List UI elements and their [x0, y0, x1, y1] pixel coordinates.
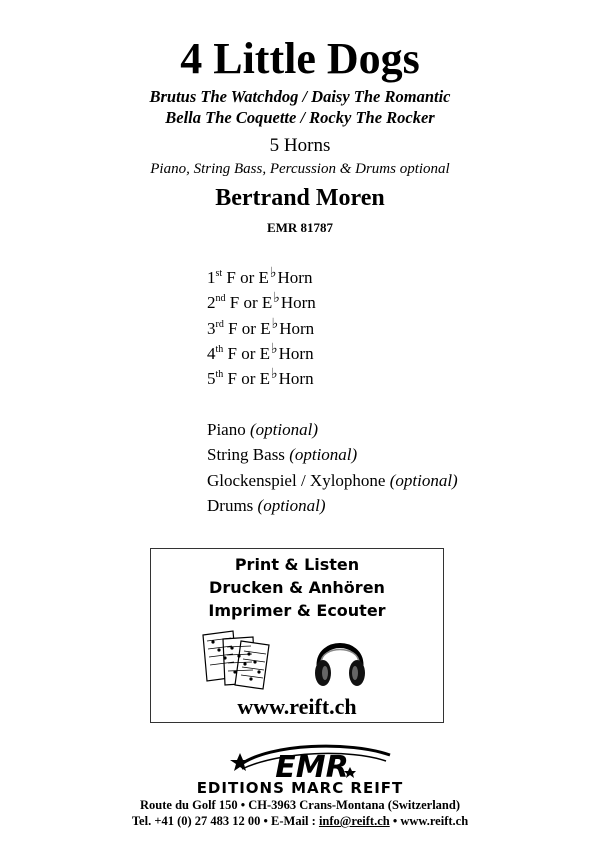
horn-part: 1st F or E♭Horn [207, 266, 313, 287]
page-title: 4 Little Dogs [180, 34, 420, 83]
print-listen-box [150, 548, 444, 723]
horn-parts-list [207, 265, 316, 391]
optional-part: Drums (optional) [207, 495, 326, 515]
flat-icon: ♭ [271, 341, 278, 357]
flat-icon: ♭ [273, 291, 280, 307]
promo-line-french: Imprimer & Ecouter [208, 601, 386, 620]
website-link[interactable]: www.reift.ch [237, 694, 357, 719]
sheet-music-icon [199, 629, 275, 691]
optional-instruments: Piano, String Bass, Percussion & Drums optional [150, 161, 450, 177]
horn-part: 4th F or E♭Horn [207, 341, 314, 363]
optional-part: String Bass (optional) [207, 445, 358, 465]
headphones-icon [311, 629, 369, 689]
instrumentation: 5 Horns [269, 135, 331, 156]
publisher-contact: Tel. +41 (0) 27 483 12 00 • E-Mail : info@reift.ch • www.reift.ch [131, 814, 469, 828]
horn-part: 3rd F or E♭Horn [207, 316, 315, 338]
horn-part: 5th F or E♭Horn [207, 367, 314, 389]
optional-part: Glockenspiel / Xylophone (optional) [207, 470, 458, 490]
catalog-number: EMR 81787 [266, 220, 334, 235]
subtitle-line-1: Brutus The Watchdog / Daisy The Romantic [149, 87, 451, 106]
horn-part: 2nd F or E♭Horn [207, 291, 316, 313]
publisher-address: Route du Golf 150 • CH-3963 Crans-Montana (Switzerland) [140, 798, 460, 812]
optional-parts-list [207, 417, 458, 518]
subtitle-line-2: Bella The Coquette / Rocky The Rocker [165, 108, 435, 127]
publisher-name: EDITIONS MARC REIFT [196, 779, 404, 797]
composer-name: Bertrand Moren [215, 185, 385, 211]
promo-line-german: Drucken & Anhören [209, 578, 385, 597]
flat-icon: ♭ [271, 367, 278, 383]
promo-line-english: Print & Listen [234, 555, 360, 574]
svg-text:EMR: EMR [275, 750, 349, 785]
flat-icon: ♭ [269, 266, 277, 281]
email-link[interactable]: info@reift.ch [318, 814, 390, 828]
optional-part: Piano (optional) [207, 420, 318, 439]
flat-icon: ♭ [271, 316, 279, 332]
